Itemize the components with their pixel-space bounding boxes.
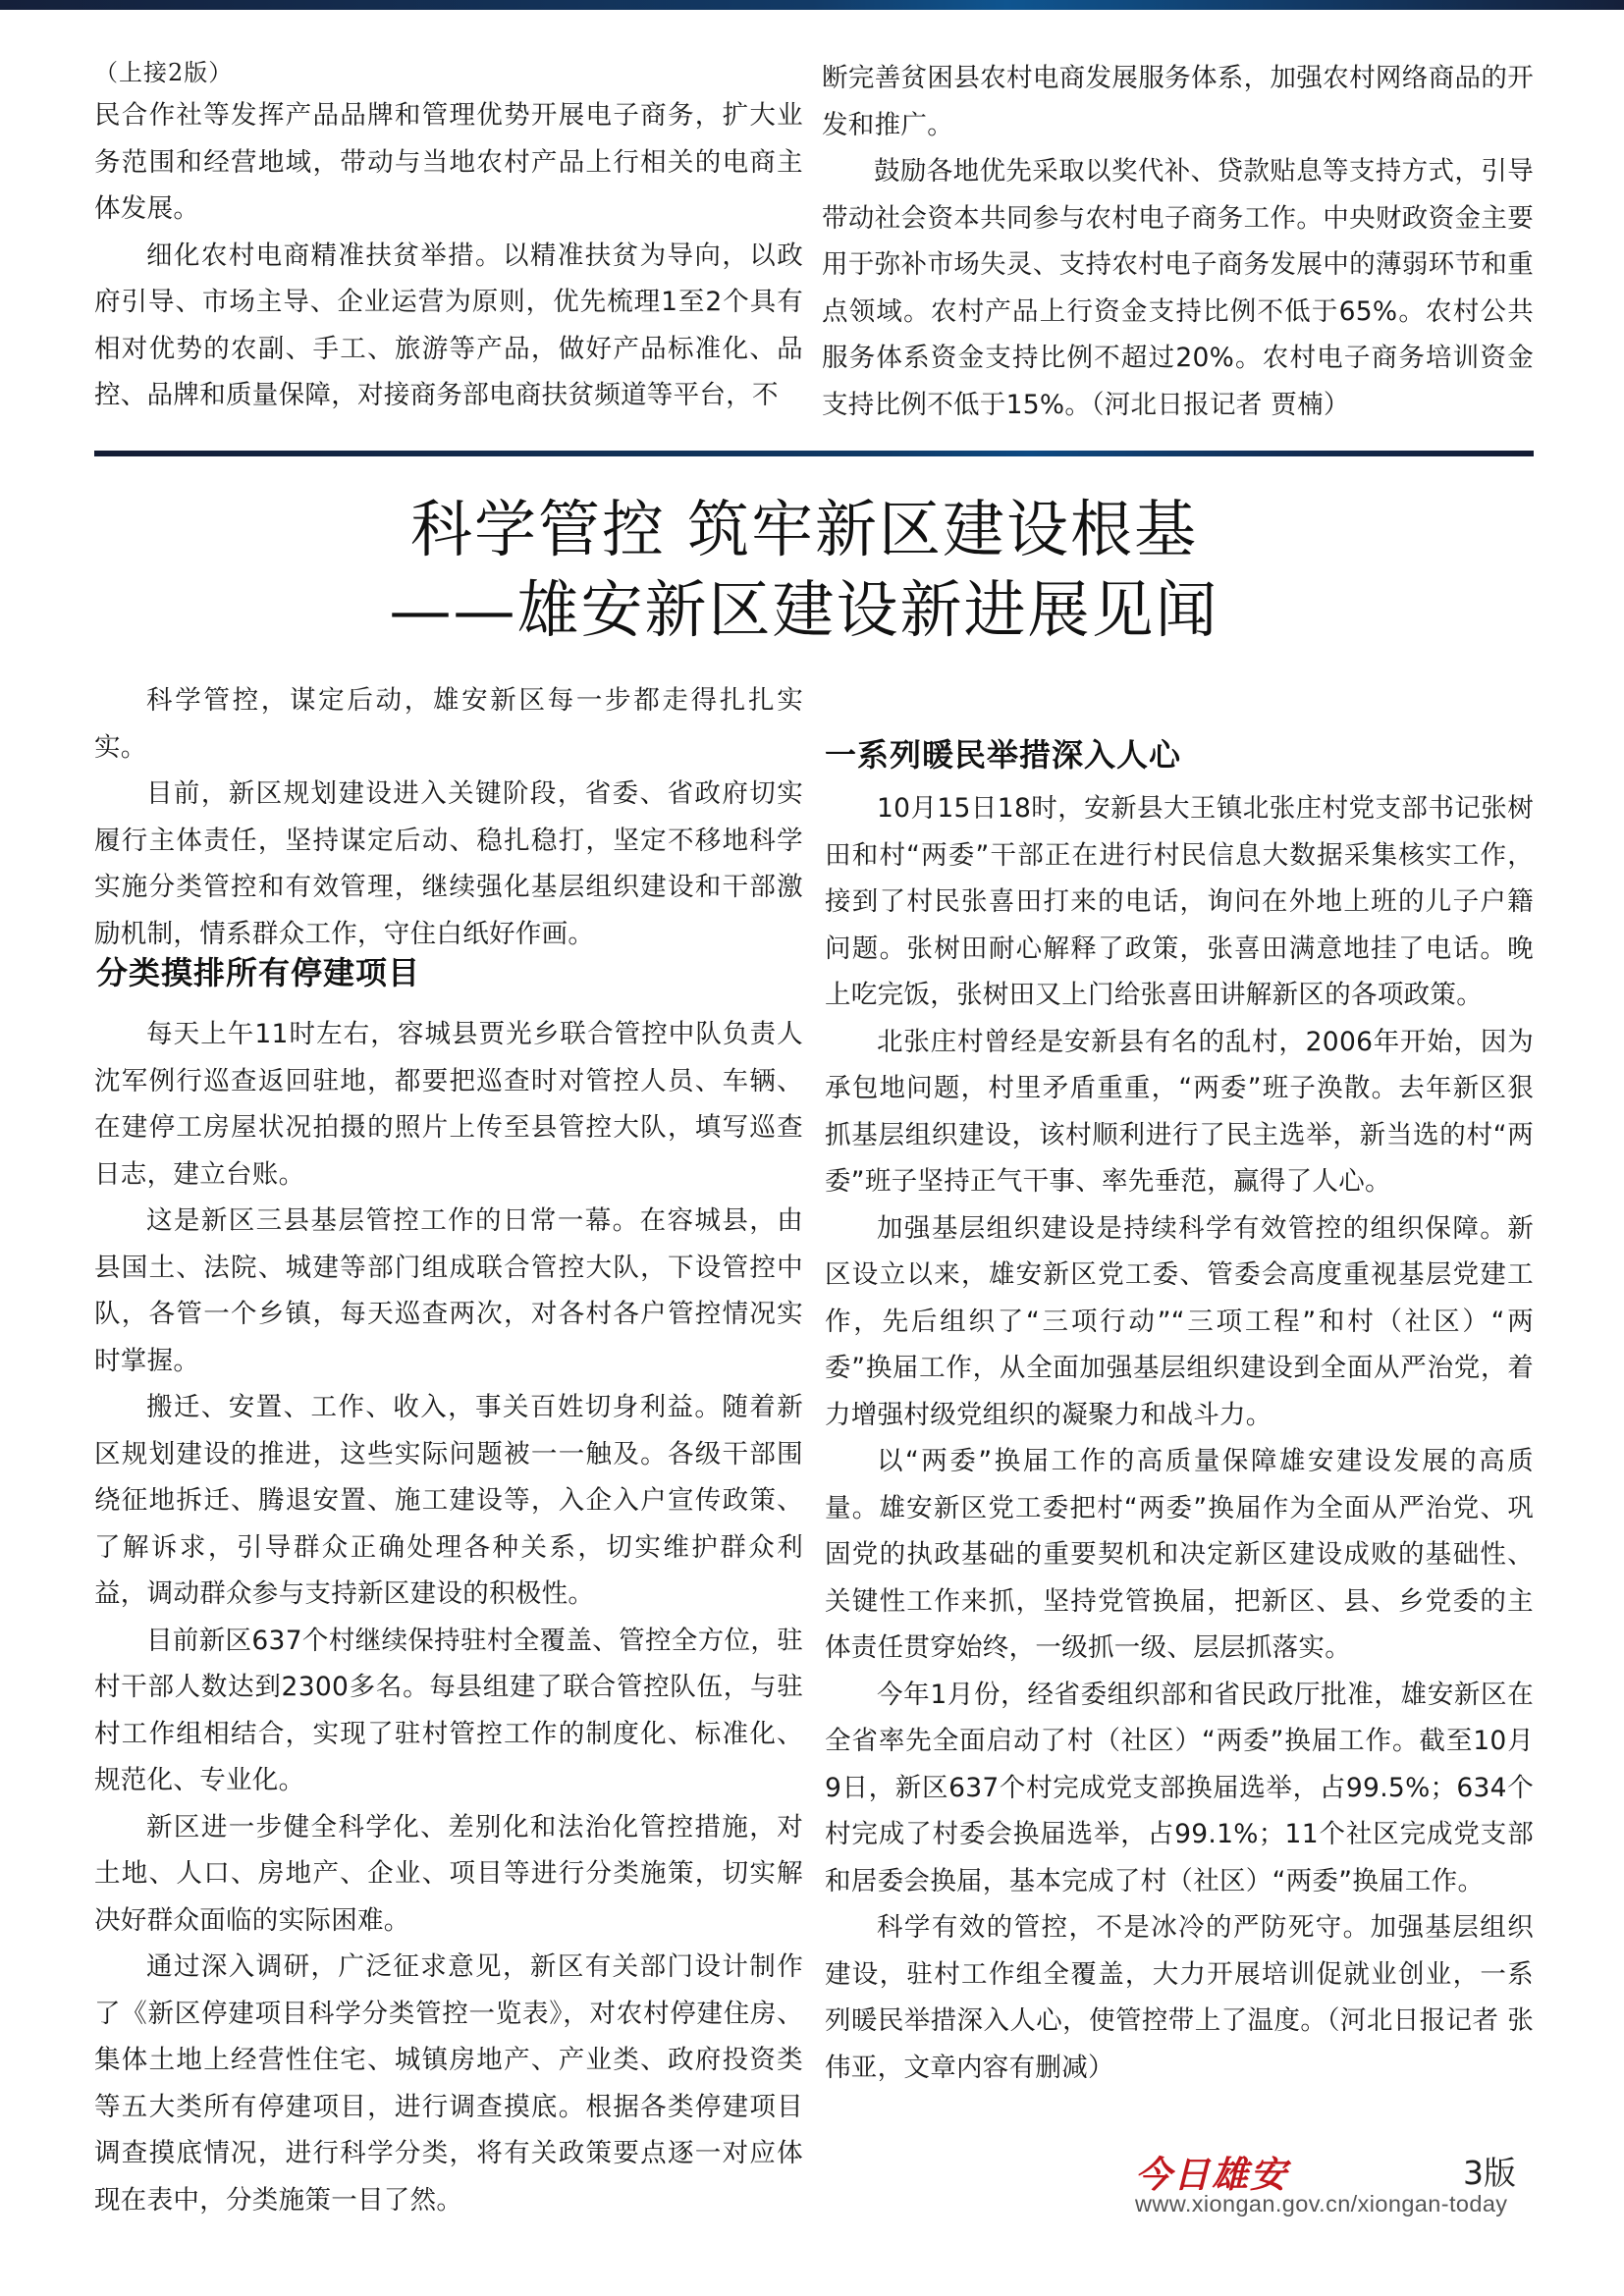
section-heading: 一系列暖民举措深入人心 <box>825 736 1182 774</box>
section2-body <box>825 785 1534 2091</box>
paragraph: 10月15日18时，安新县大王镇北张庄村党支部书记张树田和村“两委”干部正在进行村民信息大数据采集核实工作，接到了村民张喜田打来的电话，询问在外地上班的儿子户籍问题。张树田耐心解释了政策，张喜田满意地挂了电话。晚上吃完饭，张树田又上门给张喜田讲解新区的各项政策。 <box>825 793 1534 1010</box>
paragraph: 科学管控，谋定后动，雄安新区每一步都走得扎扎实实。 <box>94 685 803 763</box>
subheadline: ——雄安新区建设新进展见闻 <box>389 574 1219 646</box>
paragraph: 新区进一步健全科学化、差别化和法治化管控措施，对土地、人口、房地产、企业、项目等进行分类施策，切实解决好群众面临的实际困难。 <box>94 1811 803 1936</box>
headline: 科学管控 筑牢新区建设根基 <box>409 494 1199 565</box>
paragraph: 北张庄村曾经是安新县有名的乱村，2006年开始，因为承包地问题，村里矛盾重重，“两委”班子涣散。去年新区狠抓基层组织建设，该村顺利进行了民主选举，新当选的村“两委”班子坚持正气干事、率先垂范，赢得了人心。 <box>825 1026 1534 1197</box>
paragraph: 这是新区三县基层管控工作的日常一幕。在容城县，由县国土、法院、城建等部门组成联合管控大队，下设管控中队，各管一个乡镇，每天巡查两次，对各村各户管控情况实时掌握。 <box>94 1205 803 1376</box>
paragraph: 今年1月份，经省委组织部和省民政厅批准，雄安新区在全省率先全面启动了村（社区）“两委”换届工作。截至10月9日，新区637个村完成党支部换届选举，占99.5%；634个村完成了村委会换届选举，占99.1%；11个社区完成党支部和居委会换届，基本完成了村（社区）“两委”换届工作。 <box>825 1679 1535 1896</box>
paragraph: 搬迁、安置、工作、收入，事关百姓切身利益。随着新区规划建设的推进，这些实际问题被一一触及。各级干部围绕征地拆迁、腾退安置、施工建设等，入企入户宣传政策、了解诉求，引导群众正确处理各种关系，切实维护群众利益，调动群众参与支持新区建设的积极性。 <box>94 1392 803 1609</box>
paragraph: 加强基层组织建设是持续科学有效管控的组织保障。新区设立以来，雄安新区党工委、管委会高度重视基层党建工作，先后组织了“三项行动”“三项工程”和村（社区）“两委”换届工作，从全面加强基层组织建设到全面从严治党，着力增强村级党组织的凝聚力和战斗力。 <box>825 1212 1534 1430</box>
paragraph: 民合作社等发挥产品品牌和管理优势开展电子商务，扩大业务范围和经营地域，带动与当地农村产品上行相关的电商主体发展。 <box>94 100 803 224</box>
top-article-right-column <box>822 55 1534 428</box>
section-heading: 分类摸排所有停建项目 <box>96 954 421 991</box>
paragraph: 通过深入调研，广泛征求意见，新区有关部门设计制作了《新区停建项目科学分类管控一览表》，对农村停建住房、集体土地上经营性住宅、城镇房地产、产业类、政府投资类等五大类所有停建项目，进行调查摸底。根据各类停建项目调查摸底情况，进行科学分类，将有关政策要点逐一对应体现在表中，分类施策一目了然。 <box>94 1951 803 2216</box>
footer-url-link[interactable]: www.xiongan.gov.cn/xiongan-today <box>1135 2191 1508 2216</box>
paragraph: 每天上午11时左右，容城县贾光乡联合管控中队负责人沈军例行巡查返回驻地，都要把巡查时对管控人员、车辆、在建停工房屋状况拍摄的照片上传至县管控大队，填写巡查日志，建立台账。 <box>94 1019 803 1190</box>
paragraph: 以“两委”换届工作的高质量保障雄安建设发展的高质量。雄安新区党工委把村“两委”换届作为全面从严治党、巩固党的执政基础的重要契机和决定新区建设成败的基础性、关键性工作来抓，坚持党管换届，把新区、县、乡党委的主体责任贯穿始终，一级抓一级、层层抓落实。 <box>825 1446 1534 1663</box>
continued-from-label: （上接2版） <box>94 59 234 86</box>
article-separator-line <box>94 451 1534 456</box>
paragraph: 目前新区637个村继续保持驻村全覆盖、管控全方位，驻村干部人数达到2300多名。每县组建了联合管控队伍，与驻村工作组相结合，实现了驻村管控工作的制度化、标准化、规范化、专业化。 <box>94 1625 803 1795</box>
page-number: 3版 <box>1463 2154 1516 2192</box>
top-article-left-column <box>94 92 803 419</box>
paragraph: 鼓励各地优先采取以奖代补、贷款贴息等支持方式，引导带动社会资本共同参与农村电子商务工作。中央财政资金主要用于弥补市场失灵、支持农村电子商务发展中的薄弱环节和重点领域。农村产品上行资金支持比例不低于65%。农村公共服务体系资金支持比例不超过20%。农村电子商务培训资金支持比例不低于15%。（河北日报记者 贾楠） <box>822 156 1534 420</box>
paragraph: 目前，新区规划建设进入关键阶段，省委、省政府切实履行主体责任，坚持谋定后动、稳扎稳打，坚定不移地科学实施分类管控和有效管理，继续强化基层组织建设和干部激励机制，情系群众工作，守住白纸好作画。 <box>94 778 803 949</box>
paragraph: 细化农村电商精准扶贫举措。以精准扶贫为导向，以政府引导、市场主导、企业运营为原则，优先梳理1至2个具有相对优势的农副、手工、旅游等产品，做好产品标准化、品控、品牌和质量保障，对接商务部电商扶贫频道等平台，不 <box>94 240 803 410</box>
top-color-bar <box>0 0 1624 10</box>
paragraph: 断完善贫困县农村电商发展服务体系，加强农村网络商品的开发和推广。 <box>822 63 1534 140</box>
paragraph: 科学有效的管控，不是冰冷的严防死守。加强基层组织建设，驻村工作组全覆盖，大力开展培训促就业创业，一系列暖民举措深入人心，使管控带上了温度。（河北日报记者 张伟亚，文章内容有删减） <box>825 1912 1534 2083</box>
newspaper-logo: 今日雄安 <box>1135 2153 1288 2196</box>
main-article-intro <box>94 677 803 957</box>
section1-body <box>94 1011 803 2223</box>
